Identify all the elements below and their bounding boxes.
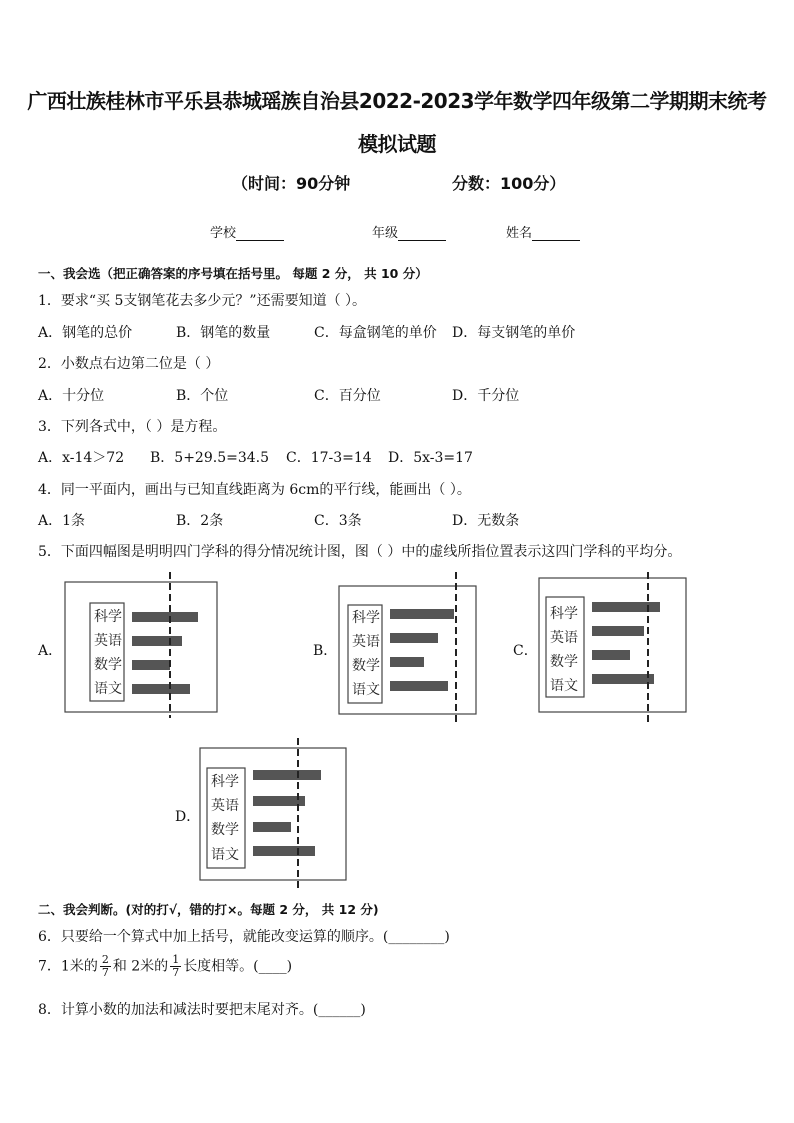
q3-option-a[interactable]: A．x-14＞72 — [38, 450, 125, 466]
q1-option-a[interactable]: A．钢笔的总价 — [38, 325, 133, 341]
score-info: 分数：100分） — [452, 174, 566, 193]
chart-a-label-chinese: 语文 — [94, 681, 122, 697]
q2-option-a[interactable]: A．十分位 — [38, 388, 105, 404]
q3-option-d[interactable]: D．5x-3=17 — [388, 450, 473, 466]
q2-option-b[interactable]: B．个位 — [176, 388, 229, 404]
q5-option-c[interactable]: C． — [513, 643, 538, 659]
q5-option-d[interactable]: D． — [175, 809, 201, 825]
question-8: 8．计算小数的加法和减法时要把末尾对齐。(______) — [38, 1002, 366, 1018]
name-label: 姓名 — [506, 226, 533, 241]
chart-a — [64, 572, 219, 718]
school-label: 学校 — [210, 226, 237, 241]
grade-field[interactable] — [372, 222, 446, 241]
q4-option-b[interactable]: B．2条 — [176, 513, 224, 529]
q7-text-b: 和 2米的 — [112, 958, 169, 975]
chart-c-bar-chinese — [592, 674, 654, 684]
question-6: 6．只要给一个算式中加上括号，就能改变运算的顺序。(________) — [38, 929, 450, 945]
chart-b-bar-math — [390, 657, 424, 667]
chart-b — [338, 572, 483, 722]
q3-option-b[interactable]: B．5+29.5=34.5 — [150, 450, 269, 466]
q4-option-a[interactable]: A．1条 — [38, 513, 86, 529]
title-line-1: 广西壮族桂林市平乐县恭城瑶族自治县2022-2023学年数学四年级第二学期期末统考 — [27, 89, 767, 113]
chart-d — [198, 738, 348, 888]
chart-c-label-math: 数学 — [550, 654, 578, 670]
chart-a-bar-english — [132, 636, 182, 646]
chart-d-bar-science — [253, 770, 321, 780]
chart-a-bar-science — [132, 612, 198, 622]
chart-a-bar-math — [132, 660, 170, 670]
q7-text-a: 7．1米的 — [38, 958, 98, 975]
chart-c-label-chinese: 语文 — [550, 678, 578, 694]
chart-d-label-english: 英语 — [211, 798, 239, 814]
chart-b-label-science: 科学 — [352, 610, 380, 626]
chart-a-bar-chinese — [132, 684, 190, 694]
chart-d-label-math: 数学 — [211, 822, 239, 838]
chart-c-bar-english — [592, 626, 644, 636]
q7-text-c: 长度相等。(____) — [183, 958, 293, 975]
q4-option-d[interactable]: D．无数条 — [452, 513, 520, 529]
chart-d-bar-chinese — [253, 846, 315, 856]
q2-option-c[interactable]: C．百分位 — [314, 388, 381, 404]
question-4: 4．同一平面内，画出与已知直线距离为 6cm的平行线，能画出（ ）。 — [38, 482, 471, 498]
q5-option-b[interactable]: B． — [313, 643, 338, 659]
title-line-2: 模拟试题 — [358, 132, 436, 156]
chart-c-bar-science — [592, 602, 660, 612]
question-7 — [38, 954, 292, 979]
chart-b-bar-english — [390, 633, 438, 643]
chart-a-label-math: 数学 — [94, 657, 122, 673]
chart-b-label-math: 数学 — [352, 658, 380, 674]
question-2: 2．小数点右边第二位是（ ） — [38, 356, 220, 372]
chart-c-bar-math — [592, 650, 630, 660]
section-1-heading: 一、我会选（把正确答案的序号填在括号里。 每题 2 分， 共 10 分） — [38, 266, 428, 281]
school-field[interactable] — [210, 222, 284, 241]
grade-label: 年级 — [372, 226, 399, 241]
question-3: 3．下列各式中，（ ）是方程。 — [38, 419, 227, 435]
chart-b-bar-science — [390, 609, 454, 619]
q7-fraction-2: $\frac{1}{7}$ — [172, 953, 180, 979]
q1-option-b[interactable]: B．钢笔的数量 — [176, 325, 271, 341]
time-info: （时间：90分钟 — [232, 174, 351, 193]
section-2-heading: 二、我会判断。(对的打√，错的打×。每题 2 分， 共 12 分) — [38, 902, 379, 917]
chart-c-label-english: 英语 — [550, 630, 578, 646]
question-5: 5．下面四幅图是明明四门学科的得分情况统计图，图（ ）中的虚线所指位置表示这四门学科的平均分。 — [38, 544, 682, 560]
q2-option-d[interactable]: D．千分位 — [452, 388, 520, 404]
chart-b-label-english: 英语 — [352, 634, 380, 650]
chart-b-label-chinese: 语文 — [352, 682, 380, 698]
chart-c-label-science: 科学 — [550, 606, 578, 622]
chart-a-label-english: 英语 — [94, 633, 122, 649]
name-field[interactable] — [506, 222, 580, 241]
q7-fraction-1: $\frac{2}{7}$ — [101, 953, 109, 979]
chart-d-label-chinese: 语文 — [211, 847, 239, 863]
chart-d-label-science: 科学 — [211, 774, 239, 790]
q1-option-c[interactable]: C．每盒钢笔的单价 — [314, 325, 437, 341]
q3-option-c[interactable]: C．17-3=14 — [286, 450, 372, 466]
chart-b-bar-chinese — [390, 681, 448, 691]
chart-c — [538, 572, 688, 724]
q4-option-c[interactable]: C．3条 — [314, 513, 362, 529]
question-1: 1．要求“买 5支钢笔花去多少元？”还需要知道（ ）。 — [38, 293, 367, 309]
chart-a-label-science: 科学 — [94, 609, 122, 625]
q1-option-d[interactable]: D．每支钢笔的单价 — [452, 325, 576, 341]
chart-d-bar-math — [253, 822, 291, 832]
q5-option-a[interactable]: A． — [38, 643, 63, 659]
